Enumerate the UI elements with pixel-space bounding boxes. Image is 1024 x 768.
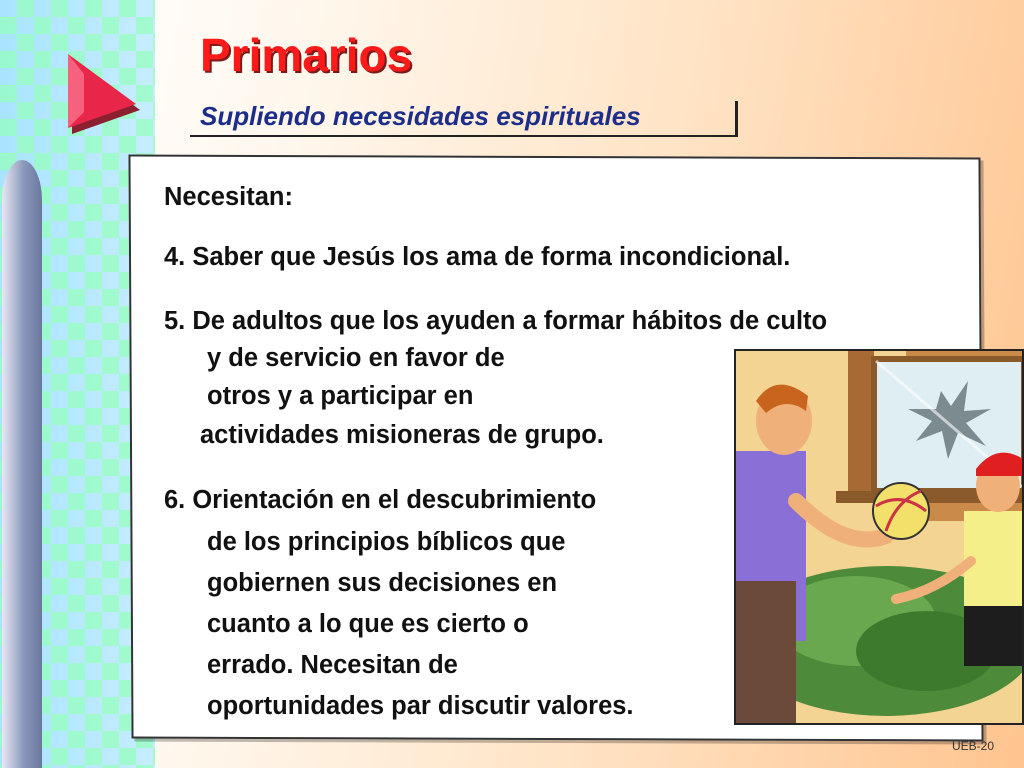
item-5-line-1: 5. De adultos que los ayuden a formar hábitos de culto [164, 307, 828, 335]
item-6-line-6: oportunidades par discutir valores. [207, 692, 634, 720]
slide-subtitle: Supliendo necesidades espirituales [200, 101, 641, 131]
slide-title: Primarios [200, 29, 413, 81]
item-4: 4. Saber que Jesús los ama de forma incondicional. [164, 243, 791, 271]
play-triangle-icon [62, 52, 142, 136]
decorative-pillar [2, 160, 42, 768]
item-5-line-3: otros y a participar en [207, 382, 474, 410]
item-6-line-4: cuanto a lo que es cierto o [207, 610, 529, 638]
item-5-line-4: actividades misioneras de grupo. [200, 421, 604, 449]
heading-needs: Necesitan: [164, 183, 293, 211]
item-6-line-3: gobiernen sus decisiones en [207, 569, 558, 597]
item-6-line-2: de los principios bíblicos que [207, 528, 566, 556]
slide-number: UEB-20 [952, 739, 995, 753]
item-5-line-2: y de servicio en favor de [207, 344, 505, 372]
item-6-line-1: 6. Orientación en el descubrimiento [164, 486, 597, 514]
illustration-man-boy-ball [734, 349, 1024, 725]
item-6-line-5: errado. Necesitan de [207, 651, 458, 679]
